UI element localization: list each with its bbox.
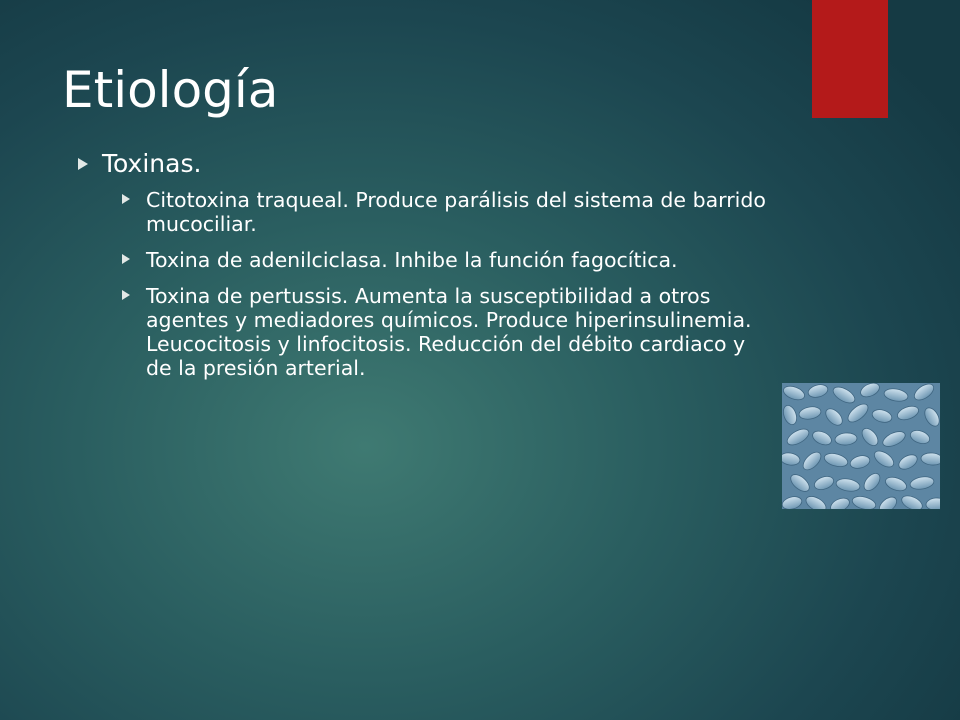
bullet-toxinas <box>78 140 768 188</box>
bacteria-micrograph-image <box>782 383 940 509</box>
bullet-list <box>78 140 768 392</box>
sub-bullet-pertussis <box>122 284 768 380</box>
sub-bullet-text: Citotoxina traqueal. Produce parálisis del sistema de barrido mucociliar. <box>146 188 766 236</box>
sub-bullet-adenilciclasa <box>122 248 768 272</box>
bullet-arrow-icon <box>122 254 130 264</box>
bullet-arrow-icon <box>122 290 130 300</box>
sub-bullet-text: Toxina de pertussis. Aumenta la susceptibilidad a otros agentes y mediadores químicos. Produce hiperinsulinemia. Leucocitosis y linfocitosis. Reducción del débito cardiaco y de la presión arterial. <box>146 284 752 380</box>
bullet-text: Toxinas. <box>102 149 202 178</box>
red-accent-bar <box>812 0 888 118</box>
sub-bullet-text: Toxina de adenilciclasa. Inhibe la función fagocítica. <box>146 248 678 272</box>
bullet-arrow-icon <box>78 158 88 170</box>
bullet-arrow-icon <box>122 194 130 204</box>
slide-title: Etiología <box>62 61 279 119</box>
bacteria-micrograph-graphic <box>782 383 940 509</box>
sub-bullet-citotoxina <box>122 188 768 236</box>
